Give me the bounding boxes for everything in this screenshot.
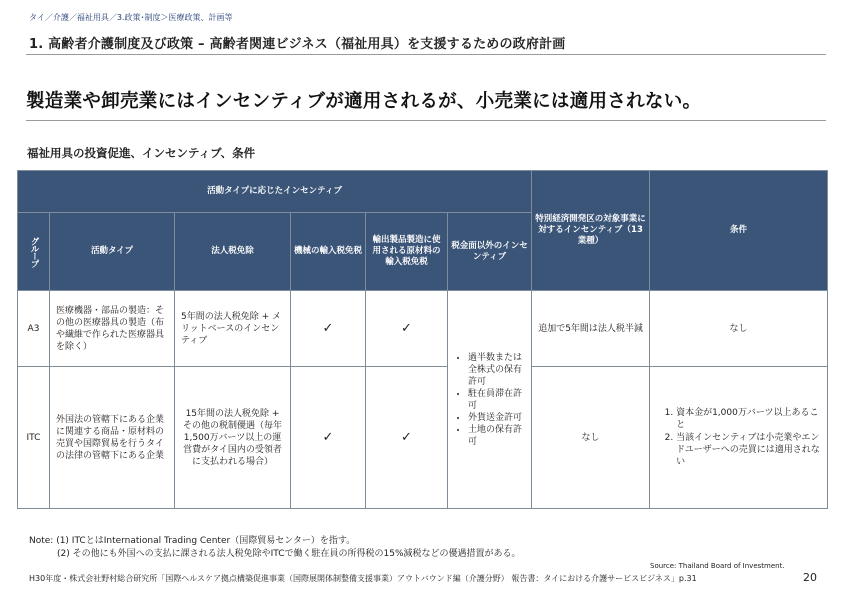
- row-export-check: ✓: [366, 367, 448, 509]
- header-non-tax: 税金面以外のインセンティブ: [448, 213, 532, 291]
- row-machinery-check: ✓: [291, 291, 366, 367]
- table-row: [18, 367, 828, 509]
- list-item: • 外貨送金許可: [468, 412, 525, 424]
- header-export-materials: 輸出製品製造に使用される原材料の輸入税免税: [366, 213, 448, 291]
- page-headline: 製造業や卸売業にはインセンティブが適用されるが、小売業には適用されない。: [26, 91, 702, 112]
- incentives-table: [17, 170, 828, 509]
- row-conditions: [650, 367, 828, 509]
- row-corporate-tax: 15年間の法人税免除 + その他の税制優遇（毎年1,500万バーツ以上の運営費がタイ国内の受領者に支払われる場合）: [175, 367, 291, 509]
- header-conditions: 条件: [650, 171, 828, 291]
- breadcrumb: タイ／介護／福祉用具／3.政策･制度＞医療政策、計画等: [29, 13, 233, 22]
- headline-divider: [26, 120, 826, 121]
- header-group: グループ: [18, 213, 50, 291]
- table-row: [18, 291, 828, 367]
- section-title: 1. 高齢者介護制度及び政策 – 高齢者関連ビジネス（福祉用具）を支援するための政府計画: [29, 37, 566, 52]
- note-2: (2) その他にも外国への支払に課される法人税免除やITCで働く駐在員の所得税の15%減税などの優遇措置がある。: [57, 549, 521, 559]
- row-sez: なし: [532, 367, 650, 509]
- header-activity-incentives: 活動タイプに応じたインセンティブ: [18, 171, 532, 213]
- header-corporate-tax: 法人税免除: [175, 213, 291, 291]
- row-activity: 医療機器・部品の製造：その他の医療器具の製造（布や繊維で作られた医療器具を除く）: [50, 291, 175, 367]
- row-export-check: ✓: [366, 291, 448, 367]
- header-activity-type: 活動タイプ: [50, 213, 175, 291]
- note-1: Note: (1) ITCとはInternational Trading Center（国際貿易センター）を指す。: [29, 536, 356, 546]
- footer-citation: H30年度・株式会社野村総合研究所「国際ヘルスケア拠点構築促進事業（国際展開体制整備支援事業）アウトバウンド編（介護分野） 報告書：タイにおける介護サービスビジネス」p.31: [29, 574, 697, 583]
- condition-item: 2. 当該インセンティブは小売業やエンドユーザーへの売買には適用されない: [676, 432, 821, 468]
- condition-item: 1. 資本金が1,000万バーツ以上あること: [676, 407, 821, 431]
- row-activity: 外国法の管轄下にある企業に関連する商品・原材料の売買や国際貿易を行うタイの法律の管轄下にある企業: [50, 367, 175, 509]
- row-conditions: なし: [650, 291, 828, 367]
- table-title: 福祉用具の投資促進、インセンティブ、条件: [27, 146, 256, 160]
- header-sez: 特別経済開発区の対象事業に対するインセンティブ（13業種）: [532, 171, 650, 291]
- row-machinery-check: ✓: [291, 367, 366, 509]
- row-sez: 追加で5年間は法人税半減: [532, 291, 650, 367]
- list-item: • 過半数または全株式の保有許可: [468, 352, 525, 388]
- page-number: 20: [803, 571, 817, 584]
- list-item: • 土地の保有許可: [468, 424, 525, 448]
- non-tax-incentives: [448, 291, 532, 509]
- source-citation: Source: Thailand Board of Investment.: [650, 562, 785, 570]
- header-machinery-import: 機械の輸入税免税: [291, 213, 366, 291]
- row-group: ITC: [18, 367, 50, 509]
- row-group: A3: [18, 291, 50, 367]
- title-divider: [26, 54, 826, 55]
- list-item: • 駐在員滞在許可: [468, 388, 525, 412]
- row-corporate-tax: 5年間の法人税免除 + メリットベースのインセンティブ: [175, 291, 291, 367]
